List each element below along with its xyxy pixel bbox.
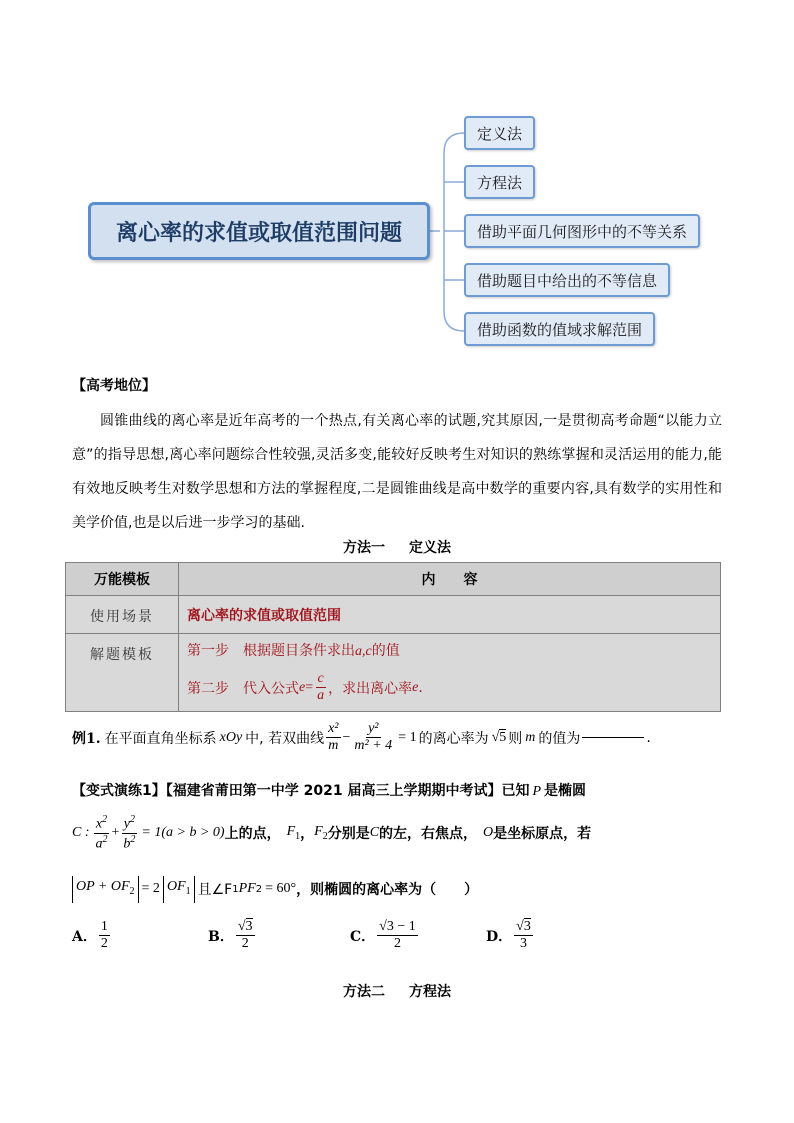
example1-answer-blank[interactable] xyxy=(582,737,644,738)
variant1-var-p: P xyxy=(532,784,542,799)
choice-b-den: 2 xyxy=(241,936,249,951)
choice-b[interactable] xyxy=(208,920,257,951)
choice-c-den: 2 xyxy=(393,936,401,951)
template-step1 xyxy=(187,636,712,666)
step2-eq: = xyxy=(305,679,314,695)
mindmap-branch-definition: 定义法 xyxy=(464,116,535,150)
example1-label: 例1. xyxy=(72,730,101,747)
mindmap-branch-equation: 方程法 xyxy=(464,165,535,199)
variant1-abs2: $OF_1$ xyxy=(163,876,195,903)
choice-a-den: 2 xyxy=(100,936,108,951)
variant1-line1 xyxy=(72,780,586,800)
step2-tail-var: e xyxy=(412,679,419,695)
variant1-F2: F xyxy=(314,824,323,840)
variant1-text3: 的左，右焦点， xyxy=(379,826,478,843)
example1-coord: xOy xyxy=(219,729,243,745)
example1-text4: 则 xyxy=(508,730,523,747)
method1-name: 定义法 xyxy=(409,540,451,556)
example1-frac1-num: x² xyxy=(328,721,339,736)
mindmap-connectors xyxy=(0,0,794,370)
example1-var-m: m xyxy=(525,729,536,745)
variant1-C2: C xyxy=(369,825,380,841)
variant1-abs1: OP + $OF_2$ xyxy=(72,876,139,903)
example1-sqrt: √5 xyxy=(491,729,507,745)
example1-frac2-num: y² xyxy=(368,721,379,736)
choice-a-label: A． xyxy=(72,928,97,945)
example1-text5: 的值为 xyxy=(538,730,581,747)
template-row-scenario xyxy=(66,596,721,634)
choice-a-frac xyxy=(99,920,110,951)
choice-d-num: 3 xyxy=(523,919,531,934)
choice-d-frac: $\frac{√3}{3}$ xyxy=(516,919,531,951)
method1-label: 方法一 xyxy=(343,540,385,556)
template-row1-content: 离心率的求值或取值范围 xyxy=(179,596,721,634)
variant1-question: ，则椭圆的离心率为（ ） xyxy=(296,882,479,899)
example1-end: . xyxy=(646,729,651,746)
example1-text2: 中, 若双曲线 xyxy=(245,730,325,747)
variant1-angle-text: 且∠F xyxy=(197,882,233,899)
method2-name: 方程法 xyxy=(409,984,451,1000)
template-row1-label: 使用场景 xyxy=(66,596,179,634)
mindmap-branch-geometry: 借助平面几何图形中的不等关系 xyxy=(464,214,700,248)
variant1-line3: OP + $OF_2$ = 2 $OF_1$ 且∠F 1 PF 2 = 60° ，则椭圆的离心率为（ ） xyxy=(72,876,478,903)
template-step2 xyxy=(187,666,712,710)
step2-end: . xyxy=(418,679,423,696)
variant1-O: O xyxy=(483,825,494,841)
variant1-intro: 【变式演练1】【福建省莆田第一中学 2021 届高三上学期期中考试】已知 xyxy=(72,783,530,799)
template-table xyxy=(65,562,721,712)
example1-frac1-den: m xyxy=(328,738,339,753)
variant1-vec2: OF xyxy=(166,879,186,894)
choice-b-label: B． xyxy=(208,928,234,945)
step2-frac-num: c xyxy=(317,671,324,686)
step2-frac-den: a xyxy=(317,688,325,703)
example1-sqrt-val: 5 xyxy=(499,729,507,745)
variant1-text2: 分别是 xyxy=(327,826,370,843)
step2-tail: ，求出离心率 xyxy=(328,680,413,697)
mindmap-branch-inequality: 借助题目中给出的不等信息 xyxy=(464,263,670,297)
example1-eq: = 1 xyxy=(398,729,417,745)
choice-d-den: 3 xyxy=(519,936,527,951)
mindmap-branch-function-range: 借助函数的值域求解范围 xyxy=(464,312,655,346)
variant1-vec1: OP + OF xyxy=(76,879,130,894)
variant1-frac-x: $\frac{x^2}{a^2}$ xyxy=(95,814,108,852)
method2-title xyxy=(0,981,794,1001)
example1-frac2-den: m² + 4 xyxy=(354,738,393,753)
variant1-C: C : xyxy=(72,825,90,841)
variant1-intro-tail: 是椭圆 xyxy=(544,783,587,799)
status-paragraph: 圆锥曲线的离心率是近年高考的一个热点,有关离心率的试题,究其原因,一是贯彻高考命题“以能力立意”的指导思想,离心率问题综合性较强,灵活多变,能较好反映考生对知识的熟练掌握和灵活运用的能力,能有效地反映考生对数学思想和方法的掌握程度,二是圆锥曲线是高中数学的重要内容,具有数学的实用性和美学价值,也是以后进一步学习的基础. xyxy=(72,413,722,531)
variant1-angle: PF xyxy=(238,881,256,897)
template-header-col1: 万能模板 xyxy=(66,563,179,596)
mindmap-center-topic: 离心率的求值或取值范围问题 xyxy=(88,202,430,260)
choice-d-label: D． xyxy=(486,928,513,945)
step2-fraction xyxy=(315,672,326,703)
variant1-F1: F xyxy=(286,824,296,840)
step1-vars: a,c xyxy=(355,643,372,659)
choice-c-label: C． xyxy=(350,928,376,945)
variant1-eq: = 2 xyxy=(141,881,160,897)
choice-c[interactable] xyxy=(350,920,420,951)
variant1-deg: = 60° xyxy=(265,881,297,897)
variant1-line2: C : $\frac{x^2}{a^2}$ + $\frac{y^2}{b^2}$ = 1(a > b > 0) 上的点， $F_1$ ， $F_2$ 分别是 C 的左，右焦点， O 是坐标原点，若 xyxy=(72,814,592,852)
variant1-cond: = 1(a > b > 0) xyxy=(141,825,225,841)
template-row-steps xyxy=(66,634,721,712)
template-table-header xyxy=(66,563,721,596)
example1-minus: − xyxy=(342,729,351,745)
variant1-frac-y: $\frac{y^2}{b^2}$ xyxy=(123,814,136,852)
choice-c-num: 3 − 1 xyxy=(386,919,416,934)
step2-e: e xyxy=(299,679,306,695)
choice-b-num: 3 xyxy=(245,919,253,934)
choice-c-frac: $\frac{√3 - 1}{2}$ xyxy=(379,919,416,951)
method2-label: 方法二 xyxy=(343,984,385,1000)
template-row2-label: 解题模板 xyxy=(66,634,179,712)
step2-text: 第二步 代入公式 xyxy=(187,680,299,697)
choice-b-frac: $\frac{√3}{2}$ xyxy=(237,919,253,951)
choice-a-num: 1 xyxy=(100,919,108,934)
step1-text: 第一步 根据题目条件求出 xyxy=(187,642,355,659)
variant1-text: 上的点， xyxy=(224,826,281,843)
variant1-text4: 是坐标原点，若 xyxy=(493,826,592,843)
section-heading-status: 【高考地位】 xyxy=(72,378,156,394)
choice-a[interactable] xyxy=(72,920,112,951)
example1-text3: 的离心率为 xyxy=(418,730,489,747)
example1 xyxy=(72,722,651,753)
example1-frac1 xyxy=(326,722,340,753)
choice-d[interactable] xyxy=(486,920,535,951)
method1-title xyxy=(0,537,794,557)
example1-frac2 xyxy=(352,722,394,753)
example1-text1: 在平面直角坐标系 xyxy=(104,730,217,747)
template-row2-content xyxy=(179,634,721,712)
step1-tail: 的值 xyxy=(371,642,400,659)
template-header-col2: 内 容 xyxy=(179,563,721,596)
